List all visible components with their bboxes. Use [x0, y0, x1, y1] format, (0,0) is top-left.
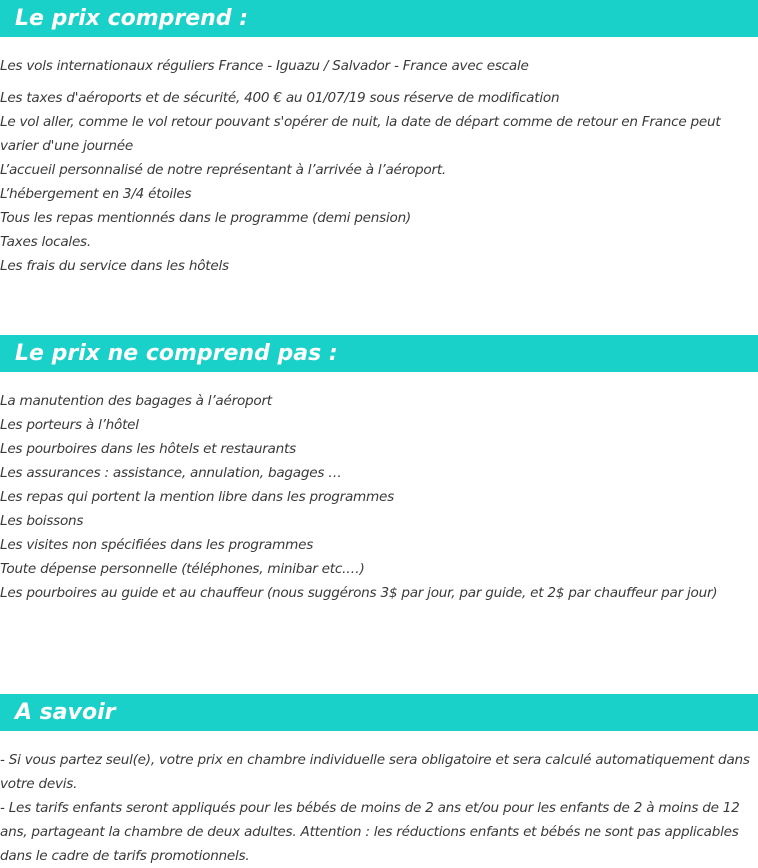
list-item: L’accueil personnalisé de notre représentant à l’arrivée à l’aéroport. — [0, 162, 446, 178]
list-item: Les repas qui portent la mention libre dans les programmes — [0, 489, 394, 505]
notes-list — [0, 748, 758, 868]
list-item: Les taxes d'aéroports et de sécurité, 400 € au 01/07/19 sous réserve de modification — [0, 90, 560, 106]
list-item: Les frais du service dans les hôtels — [0, 258, 229, 274]
list-item: Toute dépense personnelle (téléphones, minibar etc.…) — [0, 561, 365, 577]
list-item: Les visites non spécifiées dans les programmes — [0, 537, 314, 553]
list-item: Les porteurs à l’hôtel — [0, 417, 139, 433]
list-item: Les pourboires dans les hôtels et restaurants — [0, 441, 296, 457]
excluded-list — [0, 389, 758, 605]
list-item: Taxes locales. — [0, 234, 91, 250]
list-item: La manutention des bagages à l’aéroport — [0, 393, 272, 409]
list-item: Le vol aller, comme le vol retour pouvant s'opérer de nuit, la date de départ comme de retour en France peut varier d'une journée — [0, 114, 721, 154]
list-item: Tous les repas mentionnés dans le programme (demi pension) — [0, 210, 411, 226]
list-item: L’hébergement en 3/4 étoiles — [0, 186, 192, 202]
list-item: Les vols internationaux réguliers France - Iguazu / Salvador - France avec escale — [0, 58, 529, 74]
included-section-header: Le prix comprend : — [0, 0, 758, 37]
included-list — [0, 54, 758, 278]
list-item: - Si vous partez seul(e), votre prix en chambre individuelle sera obligatoire et sera calculé automatiquement dans votre devis. — [0, 752, 750, 792]
list-item: Les assurances : assistance, annulation, bagages … — [0, 465, 342, 481]
notes-section-header: A savoir — [0, 694, 758, 731]
list-item: - Les tarifs enfants seront appliqués pour les bébés de moins de 2 ans et/ou pour les enfants de 2 à moins de 12 ans, partageant la chambre de deux adultes. Attention : les réductions enfants et bébés ne sont pas applicables dans le cadre de tarifs promotionnels. — [0, 800, 740, 864]
list-item: Les pourboires au guide et au chauffeur (nous suggérons 3$ par jour, par guide, et 2$ par chauffeur par jour) — [0, 585, 718, 601]
excluded-section-header: Le prix ne comprend pas : — [0, 335, 758, 372]
list-item: Les boissons — [0, 513, 84, 529]
